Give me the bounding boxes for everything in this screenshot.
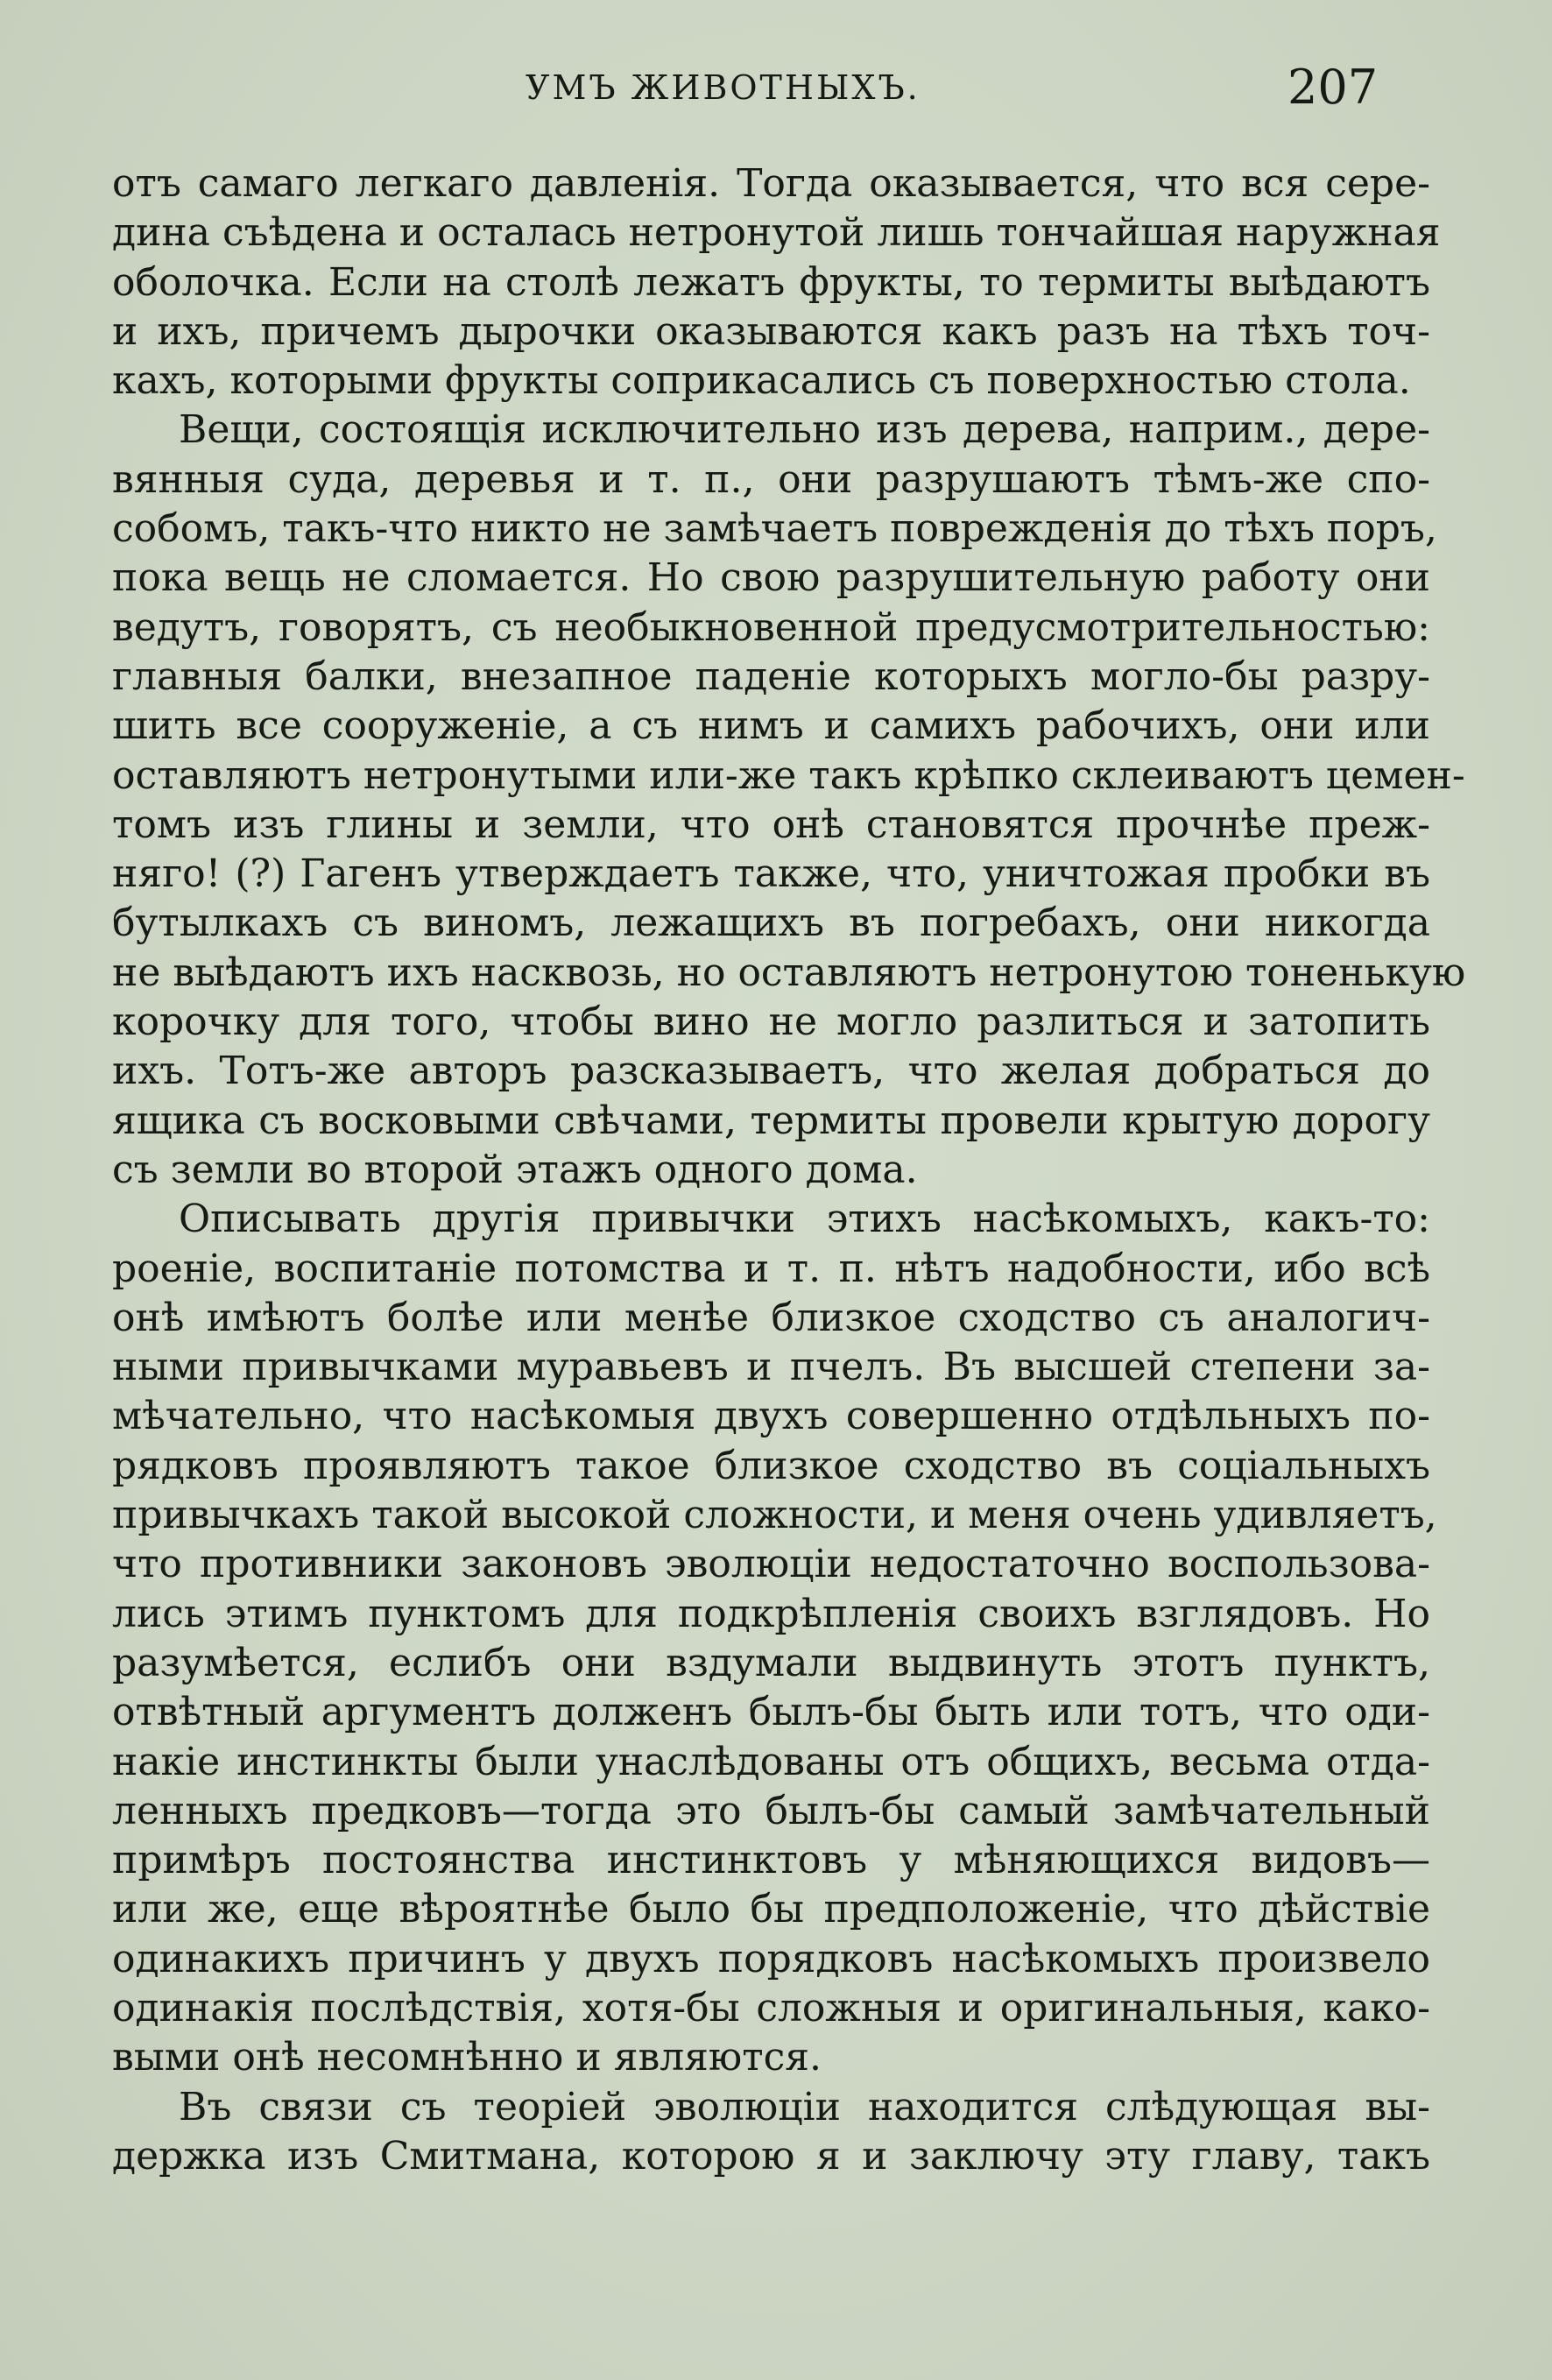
text-line: ведутъ, говорятъ, съ необыкновенной предусмотрительностью: (112, 604, 1430, 650)
text-line: ихъ. Тотъ-же авторъ разсказываетъ, что желая добраться до (112, 1049, 1430, 1094)
text-line: ными привычками муравьевъ и пчелъ. Въ высшей степени за- (112, 1345, 1430, 1390)
text-line: пока вещь не сломается. Но свою разрушительную работу они (112, 555, 1430, 601)
page-number: 207 (1287, 60, 1379, 115)
text-line: не выѣдаютъ ихъ насквозь, но оставляютъ нетронутою тоненькую (112, 950, 1466, 995)
text-line: вянныя суда, деревья и т. п., они разрушаютъ тѣмъ-же спо- (112, 456, 1430, 502)
text-line: онѣ имѣютъ болѣе или менѣе близкое сходство съ аналогич- (112, 1295, 1430, 1340)
text-line: дина съѣдена и осталась нетронутой лишь тончайшая наружная (112, 210, 1441, 256)
text-line: Описывать другія привычки этихъ насѣкомыхъ, какъ-то: (179, 1197, 1430, 1242)
running-title: УМЪ ЖИВОТНЫХЪ. (526, 68, 921, 107)
text-line: лись этимъ пунктомъ для подкрѣпленія своихъ взглядовъ. Но (112, 1591, 1430, 1636)
text-line: съ земли во второй этажъ одного дома. (112, 1147, 918, 1192)
text-line: Вещи, состоящія исключительно изъ дерева, наприм., дере- (179, 407, 1430, 453)
text-line: накіе инстинкты были унаслѣдованы отъ общихъ, весьма отда- (112, 1739, 1430, 1784)
text-line: отвѣтный аргументъ долженъ былъ-бы быть или тотъ, что оди- (112, 1690, 1430, 1735)
text-line: ленныхъ предковъ—тогда это былъ-бы самый замѣчательный (112, 1788, 1430, 1833)
text-line: примѣръ постоянства инстинктовъ у мѣняющихся видовъ— (112, 1838, 1430, 1883)
text-line: оставляютъ нетронутыми или-же такъ крѣпко склеиваютъ цемен- (112, 752, 1465, 798)
text-line: корочку для того, чтобы вино не могло разлиться и затопить (112, 999, 1430, 1045)
text-line: или же, еще вѣроятнѣе было бы предположеніе, что дѣйствіе (112, 1887, 1430, 1932)
text-line: отъ самаго легкаго давленія. Тогда оказывается, что вся сере- (112, 161, 1430, 206)
page-header (0, 60, 1552, 121)
text-line: одинакія послѣдствія, хотя-бы сложныя и оригинальныя, како- (112, 1985, 1430, 2030)
text-line: Въ связи съ теоріей эволюціи находится слѣдующая вы- (179, 2084, 1430, 2129)
text-line: няго! (?) Гагенъ утверждаетъ также, что, уничтожая пробки въ (112, 851, 1430, 897)
text-line: мѣчательно, что насѣкомыя двухъ совершенно отдѣльныхъ по- (112, 1394, 1430, 1439)
text-line: роеніе, воспитаніе потомства и т. п. нѣтъ надобности, ибо всѣ (112, 1246, 1430, 1291)
text-line: томъ изъ глины и земли, что онѣ становятся прочнѣе преж- (112, 802, 1430, 847)
text-line: разумѣется, еслибъ они вздумали выдвинуть этотъ пунктъ, (112, 1640, 1430, 1685)
text-line: держка изъ Смитмана, которою я и заключу эту главу, такъ (112, 2133, 1430, 2179)
text-line: привычкахъ такой высокой сложности, и меня очень удивляетъ, (112, 1493, 1437, 1538)
text-line: кахъ, которыми фрукты соприкасались съ поверхностью стола. (112, 358, 1411, 404)
text-line: рядковъ проявляютъ такое близкое сходство въ соціальныхъ (112, 1443, 1430, 1488)
text-line: выми онѣ несомнѣнно и являются. (112, 2035, 822, 2080)
text-line: шить все сооруженіе, а съ нимъ и самихъ рабочихъ, они или (112, 703, 1430, 749)
text-line: и ихъ, причемъ дырочки оказываются какъ разъ на тѣхъ точ- (112, 308, 1430, 354)
text-line: ящика съ восковыми свѣчами, термиты провели крытую дорогу (112, 1098, 1430, 1143)
text-line: главныя балки, внезапное паденіе которыхъ могло-бы разру- (112, 653, 1430, 699)
body-text (112, 159, 1466, 2181)
text-line: что противники законовъ эволюціи недостаточно воспользова- (112, 1542, 1430, 1587)
text-line: собомъ, такъ-что никто не замѣчаетъ поврежденія до тѣхъ поръ, (112, 506, 1437, 552)
text-line: бутылкахъ съ виномъ, лежащихъ въ погребахъ, они никогда (112, 900, 1430, 946)
text-line: оболочка. Если на столѣ лежатъ фрукты, то термиты выѣдаютъ (112, 259, 1430, 305)
text-line: одинакихъ причинъ у двухъ порядковъ насѣкомыхъ произвело (112, 1936, 1430, 1981)
